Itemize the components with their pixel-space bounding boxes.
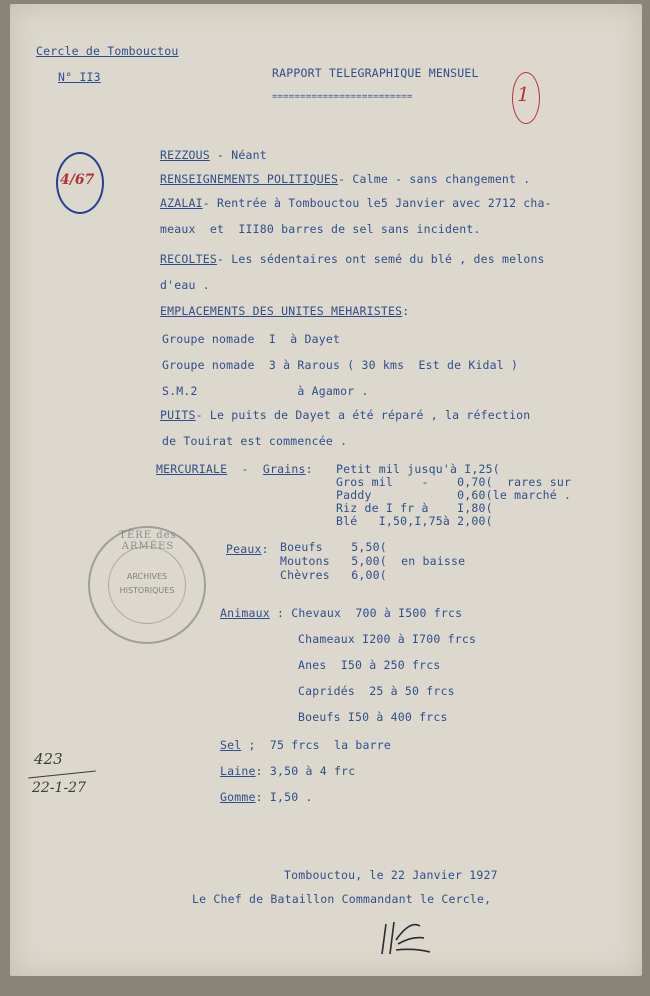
peaux-colon: : [261,542,269,556]
sel-line [220,738,391,752]
politique-line [160,172,530,186]
politique-label: RENSEIGNEMENTS POLITIQUES [160,172,339,186]
emplacements-heading [160,304,409,318]
peaux-heading [226,542,269,556]
azalai-text-1: - Rentrée à Tombouctou le5 Janvier avec 2712 cha- [202,196,552,210]
animaux-row: Anes I50 à 250 frcs [298,658,441,672]
report-title: RAPPORT TELEGRAPHIQUE MENSUEL [272,66,479,80]
pencil-number: 423 [34,750,63,768]
rezzous-line [160,148,267,162]
gomme-label: Gomme [220,790,256,804]
cercle-heading: Cercle de Tombouctou [36,44,179,58]
page-number: 1 [517,82,530,106]
signature [376,910,436,960]
gomme-text: : I,50 . [255,790,313,804]
groupe-3-line: Groupe nomade 3 à Rarous ( 30 kms Est de Kidal ) [162,358,519,372]
puits-label: PUITS [160,408,196,422]
signatory: Le Chef de Bataillon Commandant le Cercle, [192,892,492,906]
mercuriale-heading [156,462,313,476]
title-rule: ========================= [272,92,413,102]
grains-row: Paddy 0,60(le marché . [336,488,572,502]
animaux-row: Chameaux I200 à I700 frcs [298,632,477,646]
laine-line [220,764,355,778]
pencil-divider [28,770,96,778]
animaux-first: : Chevaux 700 à I500 frcs [269,606,463,620]
gomme-line [220,790,313,804]
azalai-line-1 [160,196,552,210]
grains-row: Gros mil - 0,70( rares sur [336,475,572,489]
grains-row: Petit mil jusqu'à I,25( [336,462,500,476]
peaux-label: Peaux [226,542,262,556]
sel-text: ; 75 frcs la barre [241,738,391,752]
report-number: N° II3 [58,70,101,84]
sm2-line: S.M.2 à Agamor . [162,384,369,398]
peaux-row: Boeufs 5,50( [280,540,387,554]
puits-line-1 [160,408,530,422]
recoltes-label: RECOLTES [160,252,217,266]
recoltes-text-1: - Les sédentaires ont semé du blé , des melons [217,252,545,266]
grains-row: Riz de I fr à I,80( [336,501,493,515]
stamp-line-1: ARCHIVES [126,572,168,581]
animaux-line [220,606,462,620]
grains-label: Grains [262,462,306,476]
grains-colon: : [305,462,313,476]
document-sheet [10,4,642,976]
azalai-label: AZALAI [160,196,203,210]
stamp-ring-text: TÈRE des ARMÉES [119,530,177,552]
emplacements-colon: : [402,304,410,318]
puits-line-2: de Touirat est commencée . [162,434,348,448]
peaux-row: Moutons 5,00( en baisse [280,554,466,568]
animaux-row: Boeufs I50 à 400 frcs [298,710,448,724]
mercuriale-dash: - [227,462,263,476]
circled-mark: 4/67 [60,172,95,188]
rezzous-label: REZZOUS [160,148,210,162]
pencil-date: 22-1-27 [32,780,86,796]
laine-label: Laine [220,764,256,778]
azalai-line-2: meaux et III80 barres de sel sans incident. [160,222,481,236]
place-date: Tombouctou, le 22 Janvier 1927 [284,868,498,882]
stamp-inner-ring [108,546,186,624]
animaux-label: Animaux [220,606,270,620]
peaux-row: Chèvres 6,00( [280,568,387,582]
animaux-row: Capridés 25 à 50 frcs [298,684,455,698]
groupe-1-line: Groupe nomade I à Dayet [162,332,341,346]
stamp-line-2: HISTORIQUES [119,586,175,595]
rezzous-text: - Néant [209,148,267,162]
emplacements-label: EMPLACEMENTS DES UNITES MEHARISTES [160,304,403,318]
archive-stamp [88,526,206,644]
recoltes-line-1 [160,252,545,266]
politique-text: - Calme - sans changement . [338,172,531,186]
grains-row: Blé I,50,I,75à 2,00( [336,514,493,528]
sel-label: Sel [220,738,242,752]
puits-text-1: - Le puits de Dayet a été réparé , la réfection [195,408,531,422]
mercuriale-label: MERCURIALE [156,462,228,476]
recoltes-line-2: d'eau . [160,278,210,292]
laine-text: : 3,50 à 4 frc [255,764,356,778]
